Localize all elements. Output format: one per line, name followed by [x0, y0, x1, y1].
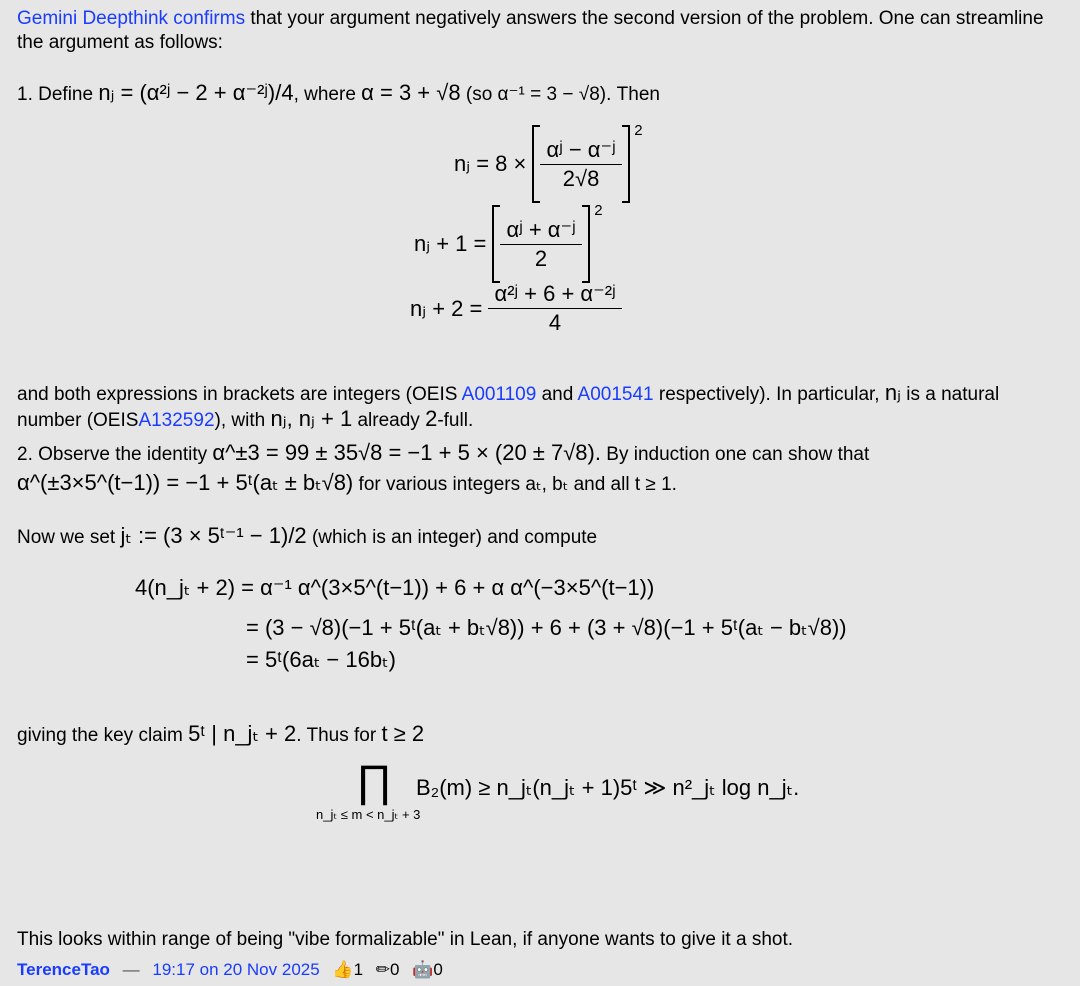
compute-line-3-text: = 5ᵗ(6aₜ − 16bₜ) [246, 647, 396, 672]
product-range: n_jₜ ≤ m < n_jₜ + 3 [316, 807, 421, 822]
alpha-identity: α^±3 = 99 ± 35√8 = −1 + 5 × (20 ± 7√8). [212, 440, 601, 465]
author-link[interactable]: TerenceTao [17, 960, 110, 979]
setj-lead: Now we set [17, 527, 116, 548]
eq1-bracket [532, 122, 643, 203]
two-symbol: 2 [425, 406, 438, 431]
product-symbol: ∏ [356, 757, 393, 806]
eq3-numerator: α²ʲ + 6 + α⁻²ʲ [488, 282, 621, 309]
step2-lead: 2. Observe the identity [17, 444, 208, 465]
likes-count: 1 [353, 960, 364, 979]
claim-line [17, 722, 1060, 748]
notes-count: 0 [390, 960, 400, 979]
claim-tail: . Thus for [296, 725, 377, 746]
product-display [316, 757, 800, 828]
thumbs-up-icon[interactable]: 👍1 [332, 960, 364, 979]
alpha-definition: α = 3 + √8 [361, 80, 461, 105]
induction-tail: for various integers aₜ, bₜ and all t ≥ 1. [358, 474, 677, 495]
oeis-a132592-link[interactable]: A132592 [138, 410, 215, 431]
footer-dash: — [122, 960, 140, 979]
eq1-exponent: 2 [634, 122, 643, 139]
setj-line [17, 524, 1060, 550]
eq3-denominator: 4 [548, 310, 562, 335]
para-text-8: already [357, 410, 420, 431]
intro-text: that your argument negatively answers the second version of the problem. One can streamline the argument as follows: [17, 8, 1044, 53]
para-text-2: and [541, 384, 574, 405]
step2-line-2 [17, 471, 1060, 497]
eq3-lhs: nⱼ + 2 = [410, 295, 483, 321]
claim-lead: giving the key claim [17, 725, 183, 746]
closing-text: This looks within range of being "vibe formalizable" in Lean, if anyone wants to give it a shot. [17, 929, 794, 950]
oeis-a001109-link[interactable]: A001109 [461, 384, 537, 405]
pencil-icon[interactable]: ✏0 [375, 960, 400, 979]
eq1-denominator: 2√8 [562, 165, 600, 191]
para-text-1: and both expressions in brackets are integers (OEIS [17, 384, 458, 405]
eq2-bracket [492, 202, 603, 283]
nj-definition: nⱼ = (α²ʲ − 2 + α⁻²ʲ)/4 [98, 80, 294, 105]
step1-lead: 1. Define [17, 84, 94, 105]
compute-line-2 [246, 616, 847, 640]
step2-line [17, 441, 1060, 467]
compute-line-1 [135, 576, 654, 600]
display-eq-1 [454, 122, 643, 203]
gemini-link[interactable]: Gemini Deepthink confirms [17, 8, 246, 29]
para-text-3: respectively). In particular, [658, 384, 880, 405]
eq2-denominator: 2 [534, 245, 548, 271]
step1-line [17, 81, 1060, 107]
oeis-a001541-link[interactable]: A001541 [577, 384, 654, 405]
claim-formula: 5ᵗ | n_jₜ + 2 [188, 721, 297, 746]
alpha-inverse: (so α⁻¹ = 3 − √8). Then [465, 84, 660, 105]
eq2-exponent: 2 [594, 202, 603, 219]
closing-line [17, 928, 1060, 952]
compute-line-1-text: 4(n_jₜ + 2) = α⁻¹ α^(3×5^(t−1)) + 6 + α α^(−3×5^(t−1)) [135, 575, 655, 600]
induction-text: By induction one can show that [606, 444, 870, 465]
eq2-numerator: αʲ + α⁻ʲ [500, 218, 581, 245]
display-eq-3 [410, 282, 622, 335]
robot-icon[interactable]: 🤖0 [412, 960, 443, 979]
display-eq-2 [414, 202, 603, 283]
where-text: , where [293, 84, 356, 105]
comment-footer [17, 958, 443, 982]
para-text-10: -full. [437, 410, 474, 431]
para-text-6: ), with [214, 410, 266, 431]
induction-formula: α^(±3×5^(t−1)) = −1 + 5ᵗ(aₜ ± bₜ√8) [17, 470, 354, 495]
brackets-paragraph [17, 381, 1060, 433]
compute-line-3 [246, 648, 396, 672]
jt-definition: jₜ := (3 × 5ᵗ⁻¹ − 1)/2 [120, 523, 307, 548]
para-text-5: is a natural number (OEIS [17, 384, 1000, 431]
eq1-lhs: nⱼ = 8 × [454, 151, 527, 176]
setj-tail: (which is an integer) and compute [311, 527, 598, 548]
eq2-lhs: nⱼ + 1 = [414, 231, 487, 256]
nj-pair: nⱼ, nⱼ + 1 [270, 406, 353, 431]
eq1-numerator: αʲ − α⁻ʲ [540, 138, 621, 165]
product-body: B₂(m) ≥ n_jₜ(n_jₜ + 1)5ᵗ ≫ n²_jₜ log n_jₜ. [416, 775, 800, 800]
nj-symbol: nⱼ [884, 380, 901, 405]
intro-paragraph [17, 7, 1060, 55]
timestamp-link[interactable]: 19:17 on 20 Nov 2025 [152, 960, 320, 979]
compute-line-2-text: = (3 − √8)(−1 + 5ᵗ(aₜ + bₜ√8)) + 6 + (3 + √8)(−1 + 5ᵗ(aₜ − bₜ√8)) [246, 615, 847, 640]
claim-condition: t ≥ 2 [381, 721, 425, 746]
robots-count: 0 [433, 960, 443, 979]
